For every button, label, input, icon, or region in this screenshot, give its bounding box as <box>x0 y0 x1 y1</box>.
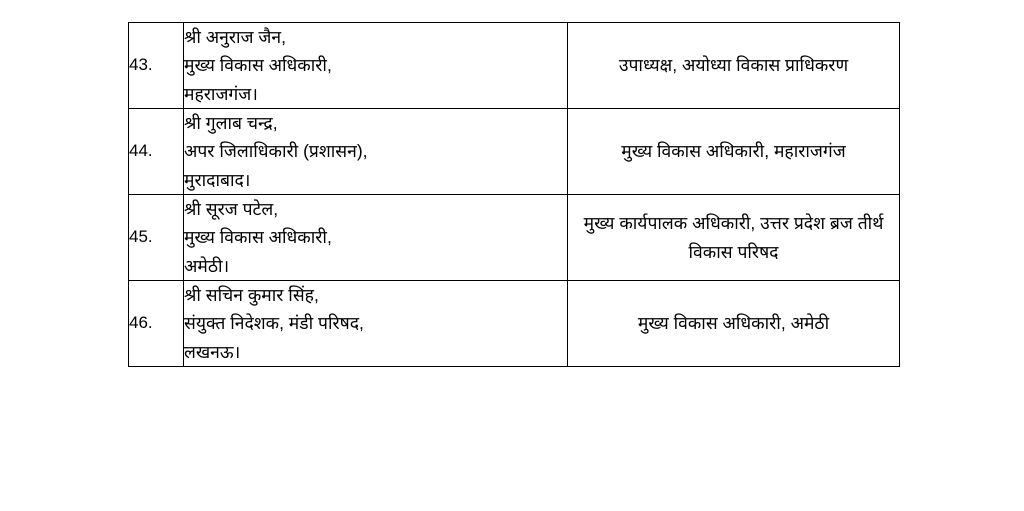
officer-name: श्री अनुराज जैन, <box>184 27 286 47</box>
row-new-posting <box>568 23 900 109</box>
table-row <box>129 195 900 281</box>
table-body <box>129 23 900 367</box>
transfer-table <box>128 22 900 367</box>
posting-text: मुख्य विकास अधिकारी, अमेठी <box>637 313 830 334</box>
officer-location: लखनऊ। <box>184 341 241 362</box>
row-new-posting <box>568 195 900 281</box>
row-officer-details <box>184 23 568 109</box>
row-serial-number: 44. <box>129 109 184 195</box>
officer-location: अमेठी। <box>184 255 230 276</box>
officer-designation: मुख्य विकास अधिकारी, <box>184 227 332 248</box>
posting-text: उपाध्यक्ष, अयोध्या विकास प्राधिकरण <box>618 55 849 76</box>
officer-designation: अपर जिलाधिकारी (प्रशासन), <box>184 141 368 162</box>
officer-name: श्री गुलाब चन्द्र, <box>184 113 278 134</box>
officer-location: महराजगंज। <box>184 83 258 104</box>
transfer-table-container <box>128 22 896 367</box>
row-new-posting <box>568 109 900 195</box>
row-officer-details <box>184 281 568 367</box>
row-serial-number: 46. <box>129 281 184 367</box>
row-new-posting <box>568 281 900 367</box>
officer-location: मुरादाबाद। <box>184 169 251 190</box>
officer-designation: संयुक्त निदेशक, मंडी परिषद, <box>184 313 364 334</box>
row-serial-number: 45. <box>129 195 184 281</box>
row-serial-number: 43. <box>129 23 184 109</box>
table-row <box>129 23 900 109</box>
row-officer-details <box>184 195 568 281</box>
officer-designation: मुख्य विकास अधिकारी, <box>184 55 332 76</box>
posting-text: मुख्य कार्यपालक अधिकारी, उत्तर प्रदेश ब्रज तीर्थ विकास परिषद <box>583 213 884 262</box>
row-officer-details <box>184 109 568 195</box>
posting-text: मुख्य विकास अधिकारी, महाराजगंज <box>621 141 846 162</box>
officer-name: श्री सूरज पटेल, <box>184 199 279 220</box>
officer-name: श्री सचिन कुमार सिंह, <box>184 285 319 306</box>
table-row <box>129 109 900 195</box>
table-row <box>129 281 900 367</box>
